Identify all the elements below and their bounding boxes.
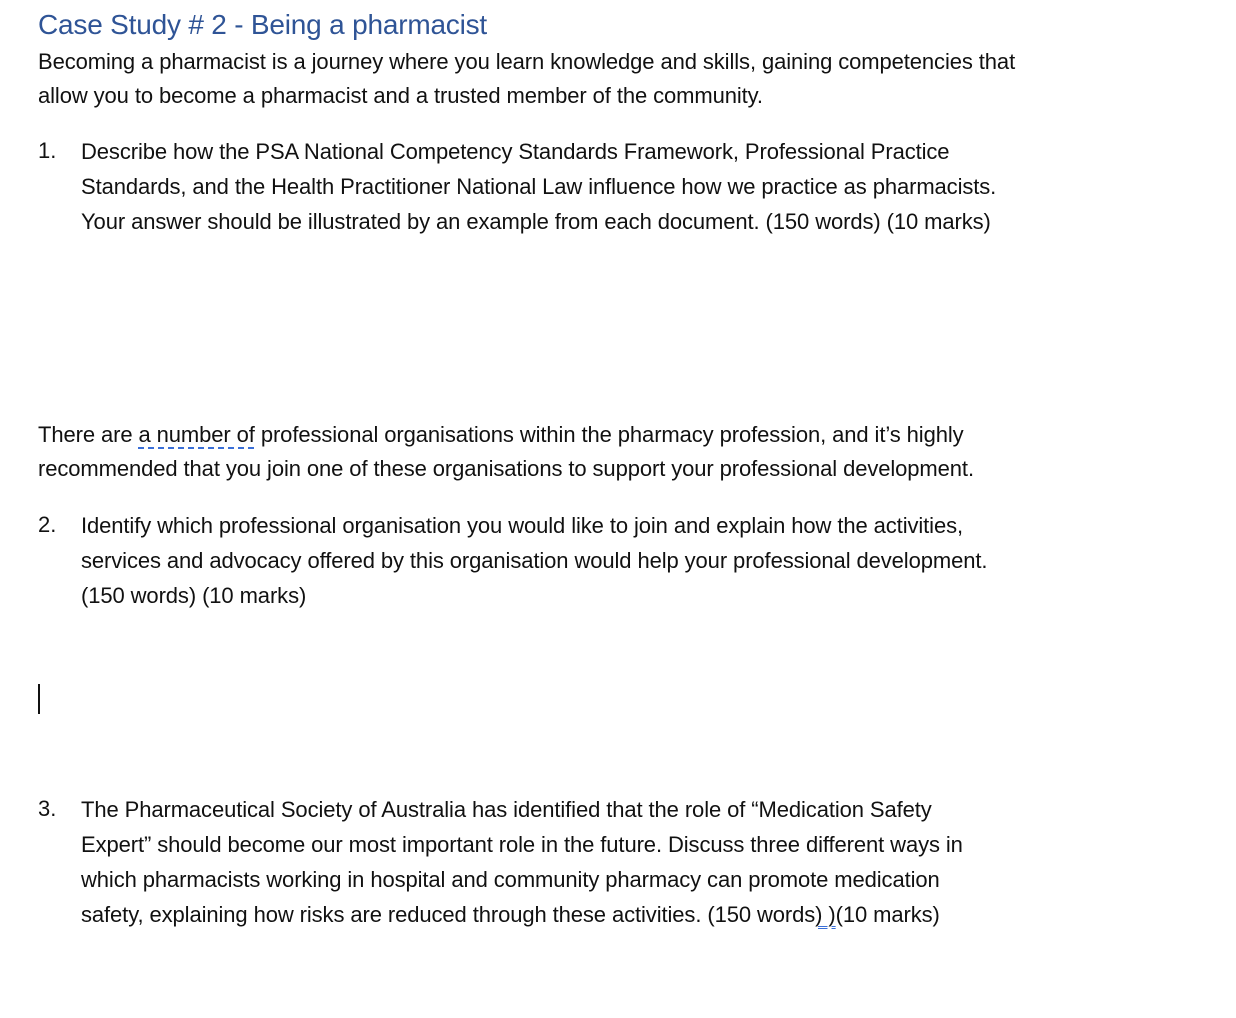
question-2-text xyxy=(81,508,1181,613)
grammar-flag-a-number-of[interactable]: a number of xyxy=(138,422,255,447)
question-3-text xyxy=(81,792,1181,932)
question-3-line-4-end: (10 marks) xyxy=(835,902,940,927)
question-3-line-1: The Pharmaceutical Society of Australia has identified that the role of “Medication Safety xyxy=(81,797,932,822)
question-1-number: 1. xyxy=(38,138,57,163)
question-1-line-3: Your answer should be illustrated by an example from each document. (150 words) (10 marks) xyxy=(81,209,991,234)
question-3-line-4-start: safety, explaining how risks are reduced through these activities. (150 words xyxy=(81,902,816,927)
question-2-line-3: (150 words) (10 marks) xyxy=(81,583,307,608)
question-1-line-2: Standards, and the Health Practitioner National Law influence how we practice as pharmacists. xyxy=(81,174,997,199)
grammar-flag-parentheses[interactable]: ) ) xyxy=(815,902,836,927)
intro-line-1: Becoming a pharmacist is a journey where you learn knowledge and skills, gaining competencies that xyxy=(38,49,1016,74)
text-cursor[interactable] xyxy=(38,684,40,714)
question-2-line-2: services and advocacy offered by this organisation would help your professional development. xyxy=(81,548,988,573)
question-1-line-1: Describe how the PSA National Competency Standards Framework, Professional Practice xyxy=(81,139,950,164)
question-2-number: 2. xyxy=(38,512,57,537)
question-1-text xyxy=(81,134,1181,239)
question-3-line-3: which pharmacists working in hospital and community pharmacy can promote medication xyxy=(81,867,940,892)
question-2-line-1: Identify which professional organisation you would like to join and explain how the activities, xyxy=(81,513,964,538)
question-3-line-4 xyxy=(81,897,1181,932)
question-3-line-2: Expert” should become our most important role in the future. Discuss three different ways in xyxy=(81,832,963,857)
question-3-number: 3. xyxy=(38,796,57,821)
organisations-line-2: recommended that you join one of these organisations to support your professional development. xyxy=(38,456,974,481)
document-title: Case Study # 2 - Being a pharmacist xyxy=(38,9,488,40)
organisations-line-1 xyxy=(38,418,1188,452)
intro-line-2: allow you to become a pharmacist and a trusted member of the community. xyxy=(38,83,763,108)
organisations-paragraph xyxy=(38,418,1188,486)
organisations-line-1-start: There are xyxy=(38,422,139,447)
intro-paragraph xyxy=(38,45,1188,113)
organisations-line-1-end: professional organisations within the pharmacy profession, and it’s highly xyxy=(254,422,964,447)
